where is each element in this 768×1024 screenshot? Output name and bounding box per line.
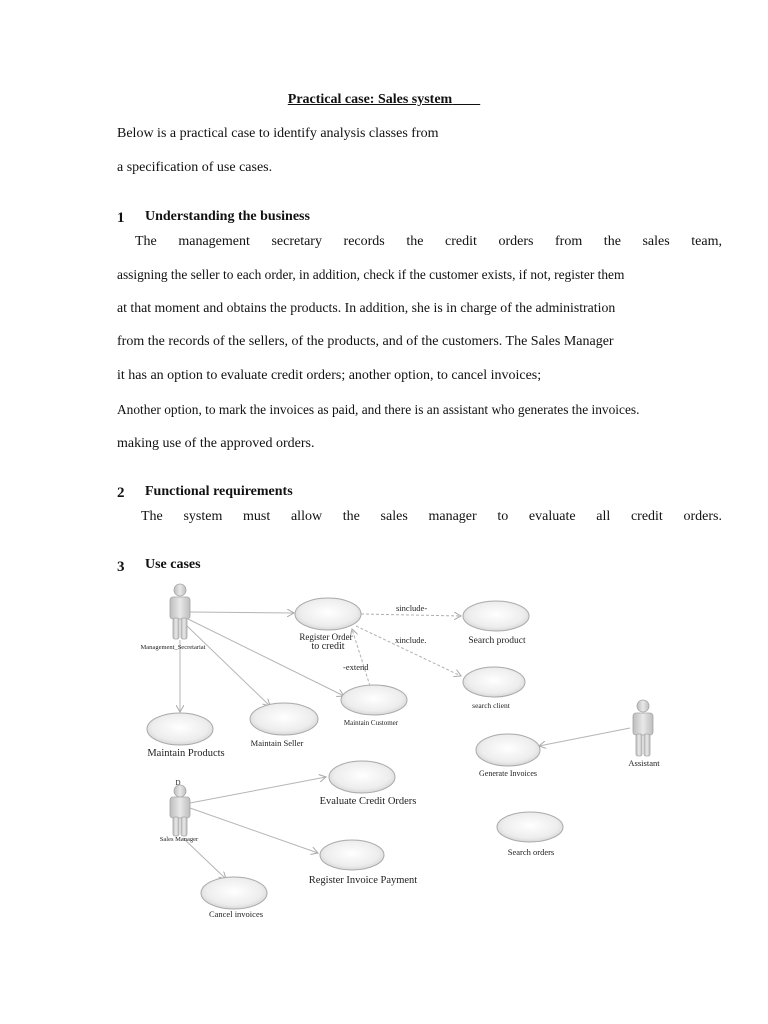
use-case-search-product-label: Search product <box>468 636 526 646</box>
actor-management-secretary-icon <box>170 584 190 639</box>
assoc-secretary-maintain-seller <box>186 625 270 706</box>
use-case-maintain-seller-label: Maintain Seller <box>250 738 304 748</box>
use-case-generate-invoices-label: Generate Invoices <box>479 769 537 778</box>
use-case-maintain-products-label: Maintain Products <box>147 748 225 759</box>
section-3-heading: Use cases <box>145 557 201 572</box>
use-case-search-product <box>463 601 529 631</box>
section-1-heading: Understanding the business <box>145 209 310 224</box>
section-1-line-1: The management secretary records the credit orders from the sales team, <box>135 234 722 249</box>
section-1-line-4: from the records of the sellers, of the products, and of the customers. The Sales Manager <box>117 334 614 349</box>
use-case-register-order-label-1: Register Order <box>299 632 353 642</box>
relation-extend-label: -extend <box>343 662 369 672</box>
use-case-cancel-invoices <box>201 877 267 909</box>
section-1-line-3: at that moment and obtains the products. In addition, she is in charge of the administration <box>117 300 616 315</box>
section-2-line-1: The system must allow the sales manager to evaluate all credit orders. <box>141 509 722 524</box>
use-case-search-orders <box>497 812 563 842</box>
assoc-secretary-register-order <box>190 612 294 613</box>
section-1-number: 1 <box>117 210 125 226</box>
relation-include-label-2: xinclude. <box>395 635 427 645</box>
use-case-search-orders-label: Search orders <box>507 847 555 857</box>
include-search-client <box>356 626 461 676</box>
actor-sales-manager-icon <box>170 785 190 836</box>
section-1-line-6: Another option, to mark the invoices as paid, and there is an assistant who generates the invoices. <box>117 402 640 417</box>
section-2-number: 2 <box>117 485 125 501</box>
use-case-maintain-seller <box>250 703 318 735</box>
actor-management-secretary-label: Management_Secretariat <box>140 644 206 651</box>
section-3-number: 3 <box>117 559 125 575</box>
actor-assistant-icon <box>633 700 653 756</box>
use-case-maintain-customer <box>341 685 407 715</box>
assoc-manager-cancel-invoices <box>183 838 226 879</box>
use-case-register-order <box>295 598 361 630</box>
use-case-cancel-invoices-label: Cancel invoices <box>208 909 264 919</box>
assoc-manager-evaluate-credit <box>190 777 326 803</box>
section-1-line-7: making use of the approved orders. <box>117 436 315 451</box>
use-case-generate-invoices <box>476 734 540 766</box>
use-case-search-client-label: search client <box>472 701 510 710</box>
section-1-line-2: assigning the seller to each order, in addition, check if the customer exists, if not, register them <box>117 267 625 282</box>
extend-maintain-customer <box>352 629 370 686</box>
relation-include-label-1: sinclude- <box>396 603 428 613</box>
assoc-manager-register-payment <box>190 808 318 853</box>
section-2-heading: Functional requirements <box>145 484 293 499</box>
use-case-search-client <box>463 667 525 697</box>
assoc-secretary-maintain-customer <box>188 619 344 696</box>
use-case-register-invoice-payment-label: Register Invoice Payment <box>308 875 418 886</box>
use-case-evaluate-credit-orders <box>329 761 395 793</box>
use-case-register-order-label-2: to credit <box>311 641 345 652</box>
actor-sales-manager-label: Sales Manager <box>159 836 199 843</box>
actor-assistant-label: Assistant <box>628 758 660 768</box>
page-title: Practical case: Sales system <box>287 92 453 107</box>
actor-sales-manager-marker: D <box>175 779 181 787</box>
section-1-line-5: it has an option to evaluate credit orders; another option, to cancel invoices; <box>117 368 542 383</box>
use-case-register-invoice-payment <box>320 840 384 870</box>
intro-line-2: a specification of use cases. <box>117 160 273 175</box>
include-search-product <box>361 614 461 616</box>
use-case-evaluate-credit-orders-label: Evaluate Credit Orders <box>319 796 417 807</box>
intro-line-1: Below is a practical case to identify analysis classes from <box>117 126 439 141</box>
assoc-assistant-generate-invoices <box>539 728 630 746</box>
use-case-maintain-customer-label: Maintain Customer <box>343 719 399 727</box>
use-case-maintain-products <box>147 713 213 745</box>
